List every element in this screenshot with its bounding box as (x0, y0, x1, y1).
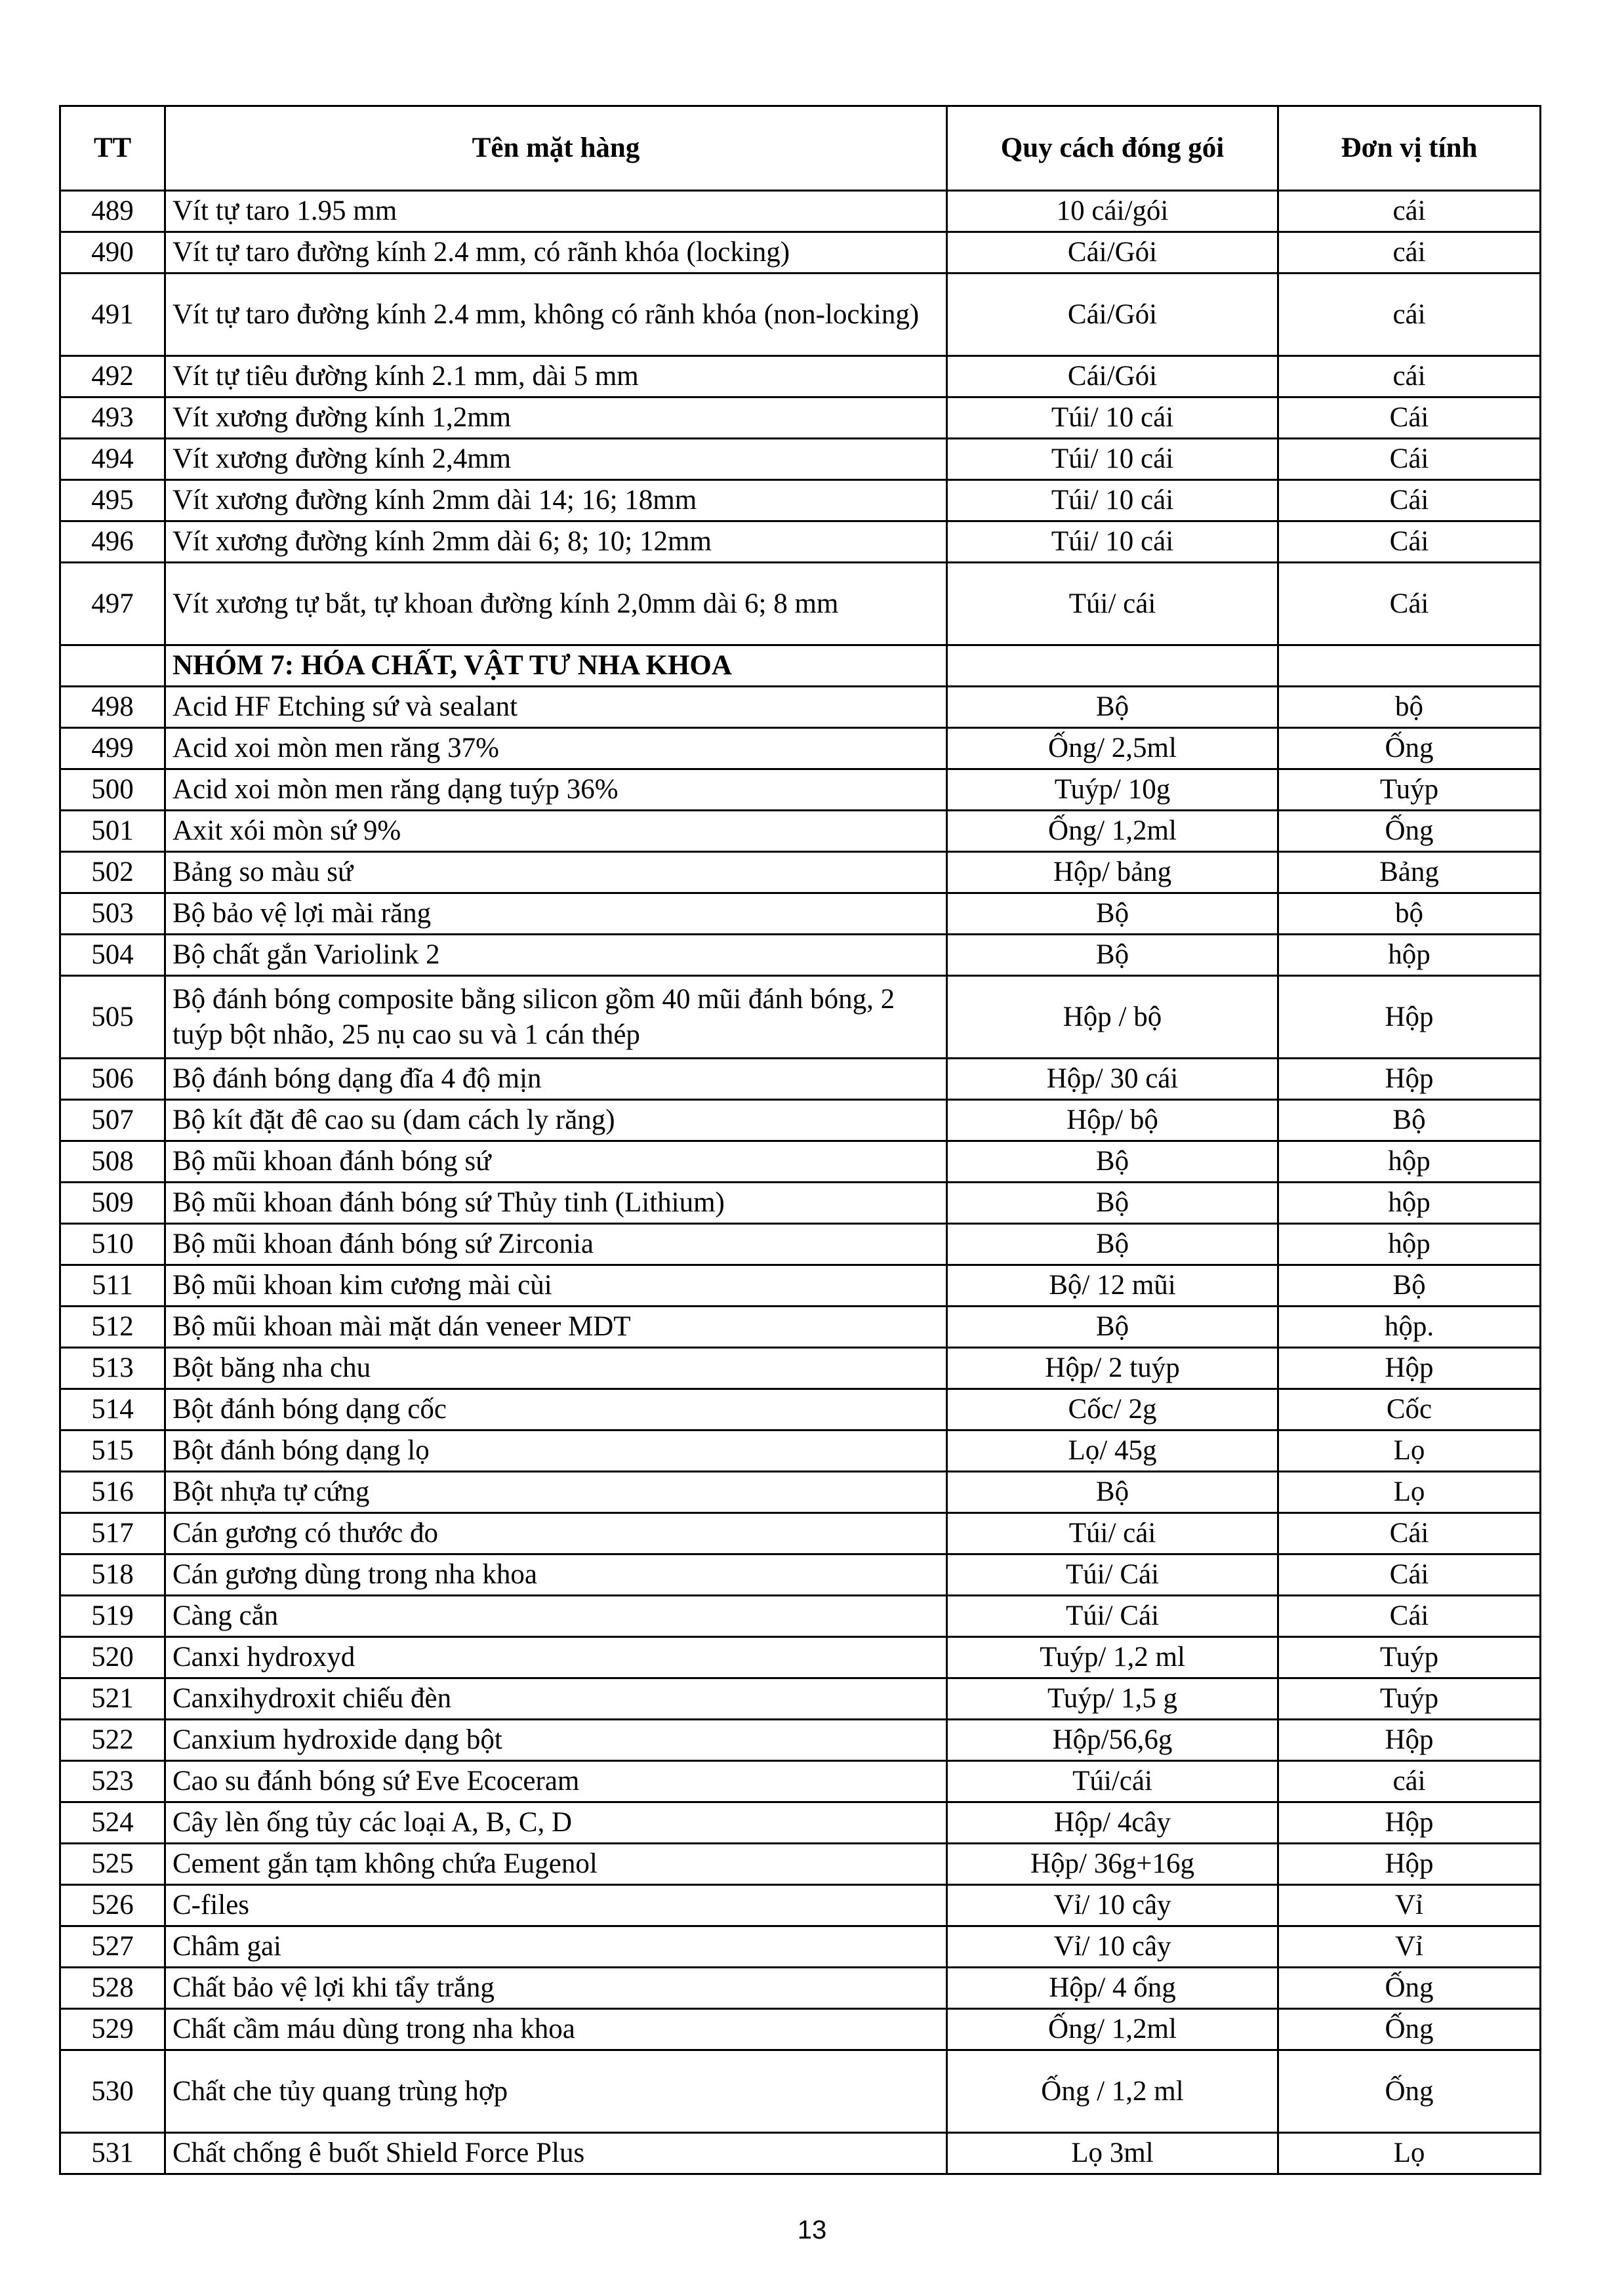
cell-pack: Vỉ/ 10 cây (947, 1885, 1278, 1926)
table-row (60, 274, 1541, 356)
cell-tt: 522 (60, 1720, 165, 1761)
cell-tt: 497 (60, 563, 165, 645)
cell-unit: Lọ (1278, 1472, 1541, 1513)
cell-unit: Hộp (1278, 976, 1541, 1059)
table-row (60, 1926, 1541, 1968)
cell-name: Acid HF Etching sứ và sealant (165, 687, 947, 728)
table-row (60, 1968, 1541, 2009)
cell-unit: Bộ (1278, 1265, 1541, 1307)
cell-name: Canxium hydroxide dạng bột (165, 1720, 947, 1761)
cell-tt: 503 (60, 893, 165, 935)
cell-pack: Hộp/ 4 ống (947, 1968, 1278, 2009)
table-row (60, 2050, 1541, 2133)
cell-tt: 521 (60, 1678, 165, 1720)
cell-tt: 523 (60, 1761, 165, 1802)
table-row (60, 439, 1541, 480)
cell-tt: 527 (60, 1926, 165, 1968)
cell-pack: Hộp/ 30 cái (947, 1059, 1278, 1100)
cell-pack: Túi/ 10 cái (947, 521, 1278, 563)
cell-name: Chất chống ê buốt Shield Force Plus (165, 2133, 947, 2174)
cell-unit: Cái (1278, 439, 1541, 480)
cell-name: Acid xoi mòn men răng dạng tuýp 36% (165, 769, 947, 811)
cell-pack: Túi/ 10 cái (947, 397, 1278, 439)
header-unit: Đơn vị tính (1278, 106, 1541, 191)
cell-unit: hộp. (1278, 1307, 1541, 1348)
cell-name: NHÓM 7: HÓA CHẤT, VẬT TƯ NHA KHOA (165, 645, 947, 687)
cell-name: Bộ chất gắn Variolink 2 (165, 935, 947, 976)
header-row (60, 106, 1541, 191)
cell-name: Cán gương dùng trong nha khoa (165, 1554, 947, 1596)
cell-unit: cái (1278, 232, 1541, 274)
cell-tt: 502 (60, 852, 165, 893)
cell-tt: 524 (60, 1802, 165, 1844)
cell-unit: Ống (1278, 811, 1541, 852)
cell-tt: 506 (60, 1059, 165, 1100)
cell-pack: Cốc/ 2g (947, 1389, 1278, 1431)
cell-name: Bột đánh bóng dạng lọ (165, 1431, 947, 1472)
cell-pack: Lọ/ 45g (947, 1431, 1278, 1472)
cell-pack: Túi/cái (947, 1761, 1278, 1802)
cell-name: Càng cắn (165, 1596, 947, 1637)
cell-name: Bảng so màu sứ (165, 852, 947, 893)
table-row (60, 356, 1541, 397)
table-row (60, 811, 1541, 852)
cell-tt: 528 (60, 1968, 165, 2009)
cell-tt (60, 645, 165, 687)
cell-pack: Hộp/ 2 tuýp (947, 1348, 1278, 1389)
table-row (60, 769, 1541, 811)
cell-tt: 509 (60, 1183, 165, 1224)
page-number: 13 (797, 2216, 827, 2244)
cell-unit: Cái (1278, 1596, 1541, 1637)
cell-tt: 505 (60, 976, 165, 1059)
cell-unit: Cái (1278, 480, 1541, 521)
cell-tt: 514 (60, 1389, 165, 1431)
header-tt: TT (60, 106, 165, 191)
table-row (60, 935, 1541, 976)
cell-tt: 517 (60, 1513, 165, 1554)
cell-tt: 492 (60, 356, 165, 397)
cell-name: Axit xói mòn sứ 9% (165, 811, 947, 852)
cell-unit: Tuýp (1278, 1637, 1541, 1678)
cell-name: Vít xương đường kính 1,2mm (165, 397, 947, 439)
cell-pack: Túi/ 10 cái (947, 480, 1278, 521)
cell-unit: Vỉ (1278, 1926, 1541, 1968)
cell-pack: Cái/Gói (947, 232, 1278, 274)
cell-name: Vít xương đường kính 2mm dài 6; 8; 10; 12mm (165, 521, 947, 563)
table-row (60, 563, 1541, 645)
cell-name: Cây lèn ống tủy các loại A, B, C, D (165, 1802, 947, 1844)
cell-tt: 511 (60, 1265, 165, 1307)
cell-unit: Ống (1278, 728, 1541, 769)
cell-name: Acid xoi mòn men răng 37% (165, 728, 947, 769)
cell-name: Bộ bảo vệ lợi mài răng (165, 893, 947, 935)
cell-unit: Ống (1278, 2009, 1541, 2050)
cell-name: Vít tự taro đường kính 2.4 mm, có rãnh khóa (locking) (165, 232, 947, 274)
cell-pack: Túi/ cái (947, 563, 1278, 645)
cell-name: Vít xương tự bắt, tự khoan đường kính 2,0mm dài 6; 8 mm (165, 563, 947, 645)
cell-pack: Bộ (947, 893, 1278, 935)
cell-unit: Hộp (1278, 1720, 1541, 1761)
table-row (60, 1761, 1541, 1802)
cell-tt: 520 (60, 1637, 165, 1678)
cell-pack: Cái/Gói (947, 356, 1278, 397)
cell-name: Bộ đánh bóng composite bằng silicon gồm 40 mũi đánh bóng, 2 tuýp bột nhão, 25 nụ cao su và 1 cán thép (165, 976, 947, 1059)
cell-tt: 513 (60, 1348, 165, 1389)
cell-tt: 515 (60, 1431, 165, 1472)
table-row (60, 1348, 1541, 1389)
cell-unit: Hộp (1278, 1348, 1541, 1389)
cell-tt: 504 (60, 935, 165, 976)
table-row (60, 893, 1541, 935)
cell-pack: Lọ 3ml (947, 2133, 1278, 2174)
table-row (60, 1513, 1541, 1554)
cell-tt: 512 (60, 1307, 165, 1348)
table-row (60, 1265, 1541, 1307)
cell-tt: 493 (60, 397, 165, 439)
cell-name: Chất cầm máu dùng trong nha khoa (165, 2009, 947, 2050)
table-row (60, 1554, 1541, 1596)
cell-unit: Tuýp (1278, 1678, 1541, 1720)
cell-pack: Hộp/ 36g+16g (947, 1844, 1278, 1885)
cell-unit: Tuýp (1278, 769, 1541, 811)
cell-tt: 530 (60, 2050, 165, 2133)
cell-tt: 494 (60, 439, 165, 480)
cell-name: C-files (165, 1885, 947, 1926)
cell-pack: Ống/ 1,2ml (947, 2009, 1278, 2050)
cell-tt: 491 (60, 274, 165, 356)
cell-pack: Tuýp/ 10g (947, 769, 1278, 811)
cell-tt: 495 (60, 480, 165, 521)
table-row (60, 1141, 1541, 1183)
table-row (60, 1183, 1541, 1224)
cell-tt: 526 (60, 1885, 165, 1926)
table-row (60, 1224, 1541, 1265)
cell-pack: Hộp/ 4cây (947, 1802, 1278, 1844)
cell-name: Chất bảo vệ lợi khi tẩy trắng (165, 1968, 947, 2009)
cell-tt: 489 (60, 191, 165, 232)
header-name: Tên mặt hàng (165, 106, 947, 191)
cell-unit: Lọ (1278, 2133, 1541, 2174)
cell-pack: Bộ (947, 1224, 1278, 1265)
cell-tt: 498 (60, 687, 165, 728)
cell-name: Bột đánh bóng dạng cốc (165, 1389, 947, 1431)
cell-pack: Cái/Gói (947, 274, 1278, 356)
cell-unit (1278, 645, 1541, 687)
cell-unit: hộp (1278, 935, 1541, 976)
cell-unit: bộ (1278, 687, 1541, 728)
cell-unit: bộ (1278, 893, 1541, 935)
table-body (60, 191, 1541, 2174)
cell-pack: Hộp/56,6g (947, 1720, 1278, 1761)
cell-name: Cao su đánh bóng sứ Eve Ecoceram (165, 1761, 947, 1802)
cell-tt: 508 (60, 1141, 165, 1183)
cell-tt: 510 (60, 1224, 165, 1265)
table-row (60, 1472, 1541, 1513)
cell-pack: Ống/ 2,5ml (947, 728, 1278, 769)
product-table (59, 105, 1541, 2175)
cell-unit: Cái (1278, 1554, 1541, 1596)
cell-name: Chất che tủy quang trùng hợp (165, 2050, 947, 2133)
cell-pack: Túi/ Cái (947, 1554, 1278, 1596)
cell-name: Cement gắn tạm không chứa Eugenol (165, 1844, 947, 1885)
cell-unit: Lọ (1278, 1431, 1541, 1472)
cell-unit: Ống (1278, 2050, 1541, 2133)
cell-name: Bộ kít đặt đê cao su (dam cách ly răng) (165, 1100, 947, 1141)
table-row (60, 2133, 1541, 2174)
cell-tt: 496 (60, 521, 165, 563)
cell-pack: Ống / 1,2 ml (947, 2050, 1278, 2133)
cell-unit: Hộp (1278, 1059, 1541, 1100)
cell-unit: Hộp (1278, 1844, 1541, 1885)
cell-unit: Cái (1278, 563, 1541, 645)
cell-unit: Bộ (1278, 1100, 1541, 1141)
group-row (60, 645, 1541, 687)
table-row (60, 1596, 1541, 1637)
table-row (60, 232, 1541, 274)
table-row (60, 1307, 1541, 1348)
table-row (60, 397, 1541, 439)
cell-pack: Vỉ/ 10 cây (947, 1926, 1278, 1968)
cell-name: Bộ mũi khoan kim cương mài cùi (165, 1265, 947, 1307)
header-pack: Quy cách đóng gói (947, 106, 1278, 191)
cell-pack: 10 cái/gói (947, 191, 1278, 232)
cell-pack: Bộ (947, 935, 1278, 976)
table-row (60, 1844, 1541, 1885)
cell-name: Bộ mũi khoan đánh bóng sứ Thủy tinh (Lithium) (165, 1183, 947, 1224)
cell-tt: 525 (60, 1844, 165, 1885)
cell-tt: 519 (60, 1596, 165, 1637)
table-row (60, 1802, 1541, 1844)
cell-pack: Túi/ cái (947, 1513, 1278, 1554)
cell-name: Vít xương đường kính 2,4mm (165, 439, 947, 480)
cell-tt: 501 (60, 811, 165, 852)
table-row (60, 1720, 1541, 1761)
cell-tt: 499 (60, 728, 165, 769)
cell-name: Vít tự tiêu đường kính 2.1 mm, dài 5 mm (165, 356, 947, 397)
cell-unit: Cái (1278, 1513, 1541, 1554)
cell-pack: Hộp/ bộ (947, 1100, 1278, 1141)
cell-unit: cái (1278, 274, 1541, 356)
table-row (60, 1100, 1541, 1141)
cell-pack: Bộ/ 12 mũi (947, 1265, 1278, 1307)
table-row (60, 728, 1541, 769)
table-row (60, 521, 1541, 563)
cell-pack: Tuýp/ 1,2 ml (947, 1637, 1278, 1678)
cell-unit: Cái (1278, 397, 1541, 439)
cell-name: Bộ mũi khoan đánh bóng sứ (165, 1141, 947, 1183)
cell-pack: Bộ (947, 1472, 1278, 1513)
cell-pack: Bộ (947, 1183, 1278, 1224)
cell-name: Bộ mũi khoan đánh bóng sứ Zirconia (165, 1224, 947, 1265)
cell-tt: 516 (60, 1472, 165, 1513)
cell-pack: Túi/ Cái (947, 1596, 1278, 1637)
table-row (60, 2009, 1541, 2050)
cell-pack: Túi/ 10 cái (947, 439, 1278, 480)
cell-tt: 531 (60, 2133, 165, 2174)
cell-tt: 518 (60, 1554, 165, 1596)
cell-name: Canxihydroxit chiếu đèn (165, 1678, 947, 1720)
cell-pack: Hộp / bộ (947, 976, 1278, 1059)
cell-name: Vít tự taro đường kính 2.4 mm, không có rãnh khóa (non-locking) (165, 274, 947, 356)
cell-unit: hộp (1278, 1183, 1541, 1224)
table-row (60, 480, 1541, 521)
cell-unit: hộp (1278, 1141, 1541, 1183)
cell-pack: Bộ (947, 1141, 1278, 1183)
cell-unit: Cái (1278, 521, 1541, 563)
cell-name: Bột băng nha chu (165, 1348, 947, 1389)
cell-unit: Vỉ (1278, 1885, 1541, 1926)
table-row (60, 976, 1541, 1059)
cell-name: Canxi hydroxyd (165, 1637, 947, 1678)
cell-pack: Ống/ 1,2ml (947, 811, 1278, 852)
cell-pack: Hộp/ bảng (947, 852, 1278, 893)
cell-name: Vít tự taro 1.95 mm (165, 191, 947, 232)
cell-unit: hộp (1278, 1224, 1541, 1265)
table-row (60, 852, 1541, 893)
cell-name: Bộ mũi khoan mài mặt dán veneer MDT (165, 1307, 947, 1348)
cell-tt: 500 (60, 769, 165, 811)
table-row (60, 191, 1541, 232)
cell-unit: Hộp (1278, 1802, 1541, 1844)
table-row (60, 1059, 1541, 1100)
cell-name: Bột nhựa tự cứng (165, 1472, 947, 1513)
table-row (60, 1885, 1541, 1926)
cell-unit: cái (1278, 356, 1541, 397)
table-row (60, 687, 1541, 728)
cell-tt: 507 (60, 1100, 165, 1141)
cell-tt: 490 (60, 232, 165, 274)
table-row (60, 1431, 1541, 1472)
cell-tt: 529 (60, 2009, 165, 2050)
table-row (60, 1389, 1541, 1431)
cell-name: Châm gai (165, 1926, 947, 1968)
cell-unit: Cốc (1278, 1389, 1541, 1431)
cell-pack (947, 645, 1278, 687)
table-row (60, 1678, 1541, 1720)
cell-name: Bộ đánh bóng dạng đĩa 4 độ mịn (165, 1059, 947, 1100)
cell-name: Vít xương đường kính 2mm dài 14; 16; 18mm (165, 480, 947, 521)
cell-name: Cán gương có thước đo (165, 1513, 947, 1554)
cell-unit: cái (1278, 1761, 1541, 1802)
cell-pack: Bộ (947, 1307, 1278, 1348)
cell-unit: cái (1278, 191, 1541, 232)
cell-pack: Tuýp/ 1,5 g (947, 1678, 1278, 1720)
cell-pack: Bộ (947, 687, 1278, 728)
table-row (60, 1637, 1541, 1678)
cell-unit: Bảng (1278, 852, 1541, 893)
cell-unit: Ống (1278, 1968, 1541, 2009)
